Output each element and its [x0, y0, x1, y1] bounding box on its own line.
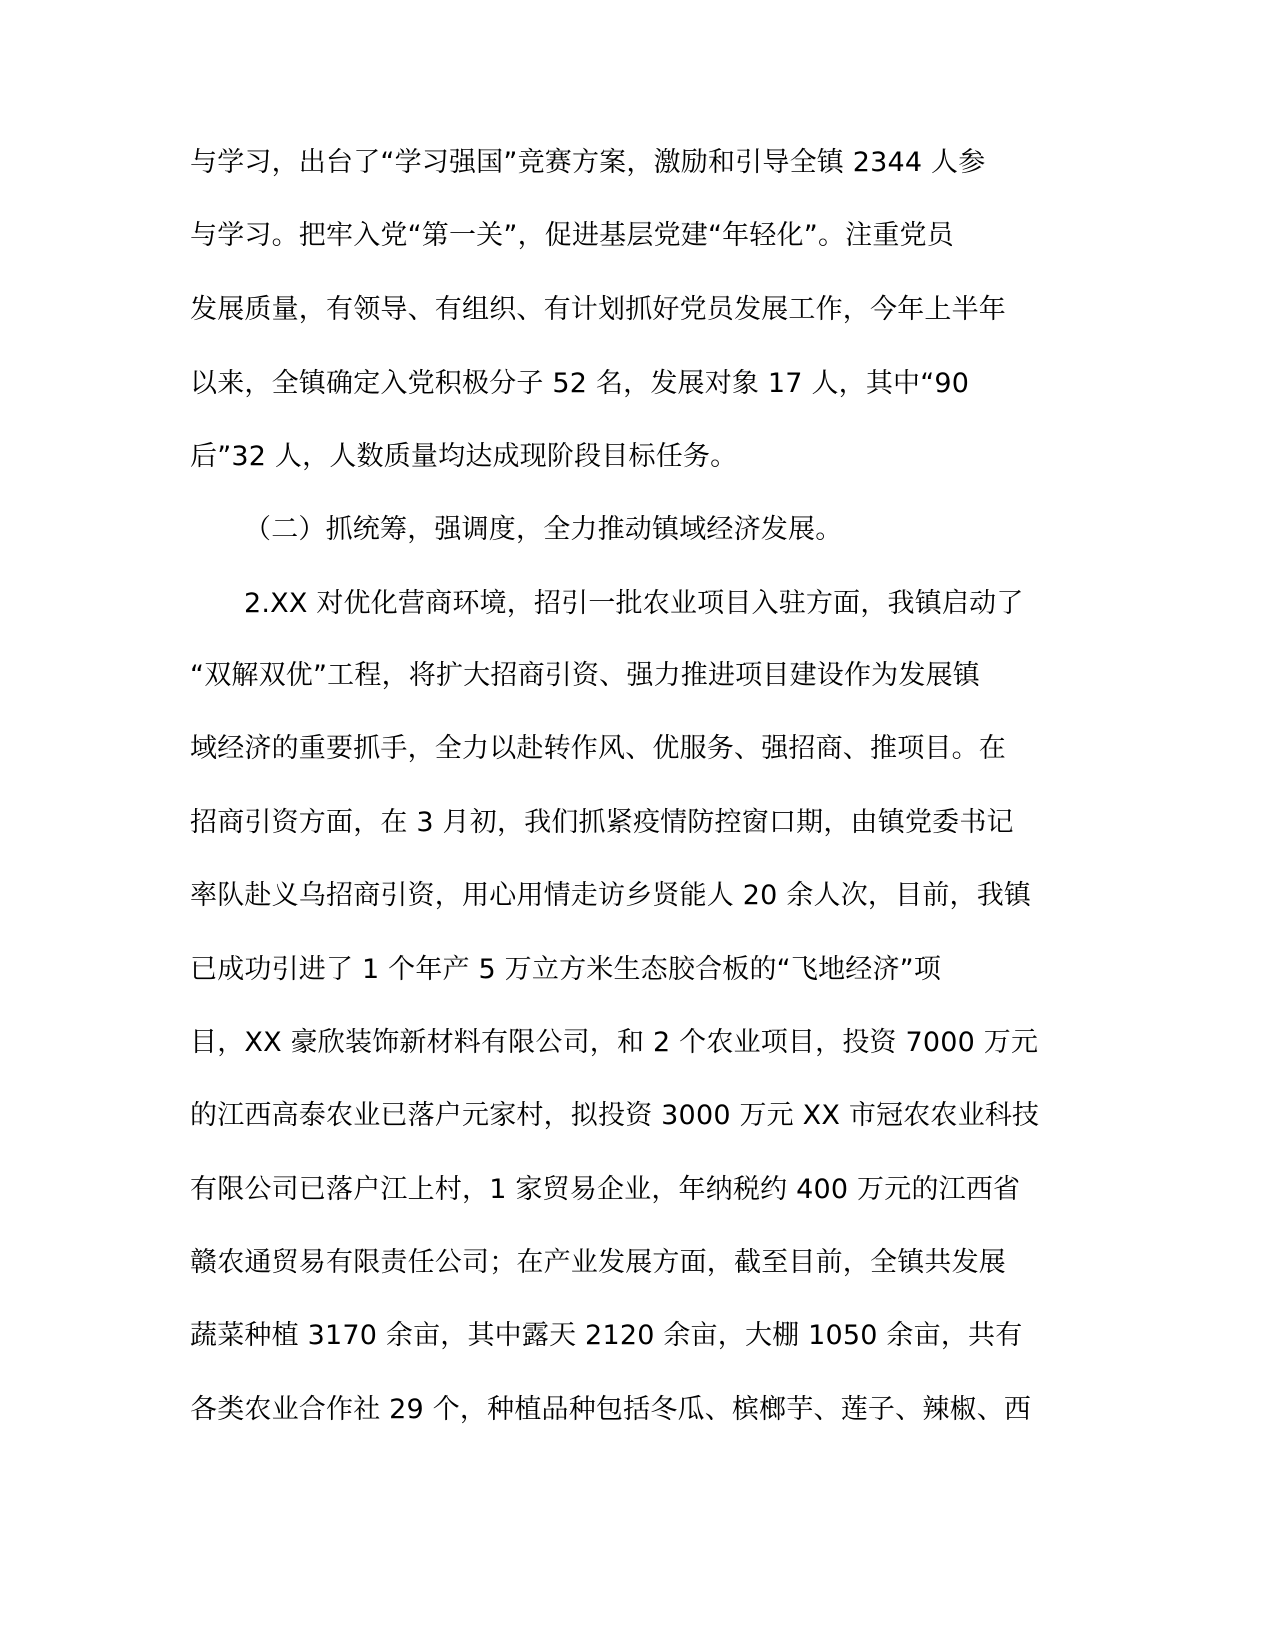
paragraph-line: 发展质量，有领导、有组织、有计划抓好党员发展工作，今年上半年 — [190, 294, 1006, 325]
paragraph-line: 蔬菜种植 3170 余亩，其中露天 2120 余亩，大棚 1050 余亩，共有 — [190, 1320, 1023, 1351]
paragraph-line: 目，XX 豪欣装饰新材料有限公司，和 2 个农业项目，投资 7000 万元 — [190, 1027, 1039, 1058]
paragraph-line: 2.XX 对优化营商环境，招引一批农业项目入驻方面，我镇启动了 — [244, 588, 1024, 619]
paragraph-line: 各类农业合作社 29 个，种植品种包括冬瓜、槟榔芋、莲子、辣椒、西 — [190, 1394, 1032, 1425]
paragraph-line: 与学习。把牢入党“第一关”，促进基层党建“年轻化”。注重党员 — [190, 220, 954, 251]
paragraph-line: 与学习，出台了“学习强国”竞赛方案，激励和引导全镇 2344 人参 — [190, 147, 986, 178]
paragraph-line: 以来，全镇确定入党积极分子 52 名，发展对象 17 人，其中“90 — [190, 368, 970, 399]
paragraph-line: 招商引资方面，在 3 月初，我们抓紧疫情防控窗口期，由镇党委书记 — [190, 807, 1014, 838]
paragraph-line: 后”32 人，人数质量均达成现阶段目标任务。 — [190, 441, 738, 472]
paragraph-line: 率队赴义乌招商引资，用心用情走访乡贤能人 20 余人次，目前，我镇 — [190, 880, 1032, 911]
paragraph-line: “双解双优”工程，将扩大招商引资、强力推进项目建设作为发展镇 — [190, 660, 980, 691]
paragraph-line: 的江西高泰农业已落户元家村，拟投资 3000 万元 XX 市冠农农业科技 — [190, 1100, 1040, 1131]
section-heading: （二）抓统筹，强调度，全力推动镇域经济发展。 — [244, 514, 843, 545]
paragraph-line: 域经济的重要抓手，全力以赴转作风、优服务、强招商、推项目。在 — [190, 733, 1006, 764]
paragraph-line: 赣农通贸易有限责任公司；在产业发展方面，截至目前，全镇共发展 — [190, 1247, 1006, 1278]
paragraph-line: 有限公司已落户江上村，1 家贸易企业，年纳税约 400 万元的江西省 — [190, 1174, 1021, 1205]
paragraph-line: 已成功引进了 1 个年产 5 万立方米生态胶合板的“飞地经济”项 — [190, 954, 942, 985]
